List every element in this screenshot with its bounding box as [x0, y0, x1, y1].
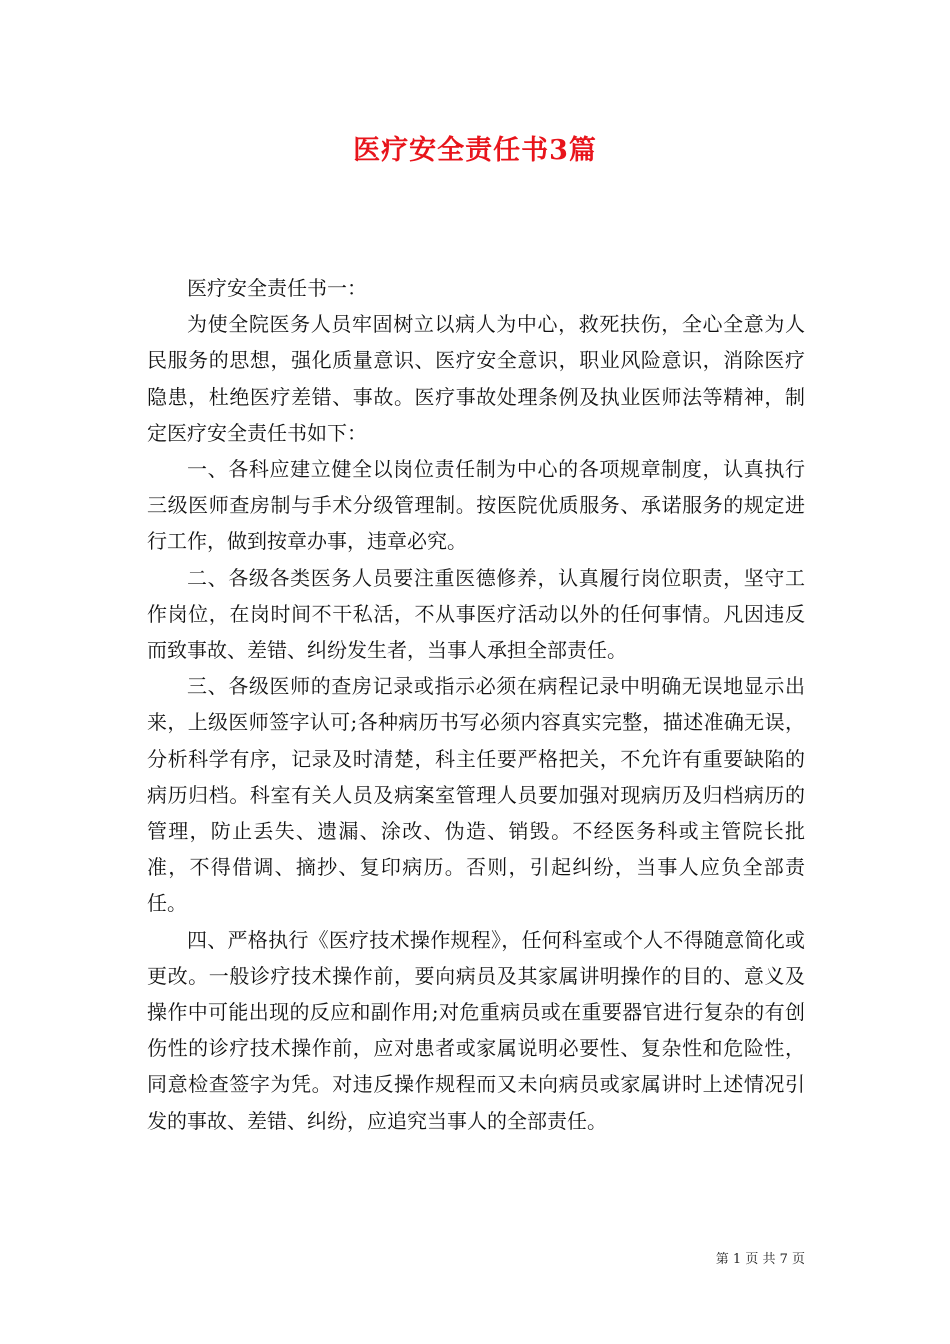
document-body: [147, 270, 805, 1139]
paragraph-intro: 为使全院医务人员牢固树立以病人为中心，救死扶伤，全心全意为人民服务的思想，强化质量意识、医疗安全意识，职业风险意识，消除医疗隐患，杜绝医疗差错、事故。医疗事故处理条例及执业医师法等精神，制定医疗安全责任书如下：: [147, 312, 805, 445]
paragraph-heading: 医疗安全责任书一：: [187, 276, 367, 300]
document-title: 医疗安全责任书3篇: [353, 135, 597, 166]
paragraph-item-3: 三、各级医师的查房记录或指示必须在病程记录中明确无误地显示出来，上级医师签字认可;各种病历书写必须内容真实完整，描述准确无误，分析科学有序，记录及时清楚，科主任要严格把关，不允许有重要缺陷的病历归档。科室有关人员及病案室管理人员要加强对现病历及归档病历的管理，防止丢失、遗漏、涂改、伪造、销毁。不经医务科或主管院长批准，不得借调、摘抄、复印病历。否则，引起纠纷，当事人应负全部责任。: [147, 674, 805, 916]
page-number-footer: 第 1 页 共 7 页: [715, 1252, 805, 1267]
paragraph-item-4: 四、严格执行《医疗技术操作规程》，任何科室或个人不得随意简化或更改。一般诊疗技术操作前，要向病员及其家属讲明操作的目的、意义及操作中可能出现的反应和副作用;对危重病员或在重要器官进行复杂的有创伤性的诊疗技术操作前，应对患者或家属说明必要性、复杂性和危险性，同意检查签字为凭。对违反操作规程而又未向病员或家属讲时上述情况引发的事故、差错、纠纷，应追究当事人的全部责任。: [147, 927, 805, 1133]
paragraph-item-2: 二、各级各类医务人员要注重医德修养，认真履行岗位职责，坚守工作岗位，在岗时间不干私活，不从事医疗活动以外的任何事情。凡因违反而致事故、差错、纠纷发生者，当事人承担全部责任。: [147, 565, 805, 663]
paragraph-item-1: 一、各科应建立健全以岗位责任制为中心的各项规章制度，认真执行三级医师查房制与手术分级管理制。按医院优质服务、承诺服务的规定进行工作，做到按章办事，违章必究。: [147, 457, 805, 554]
